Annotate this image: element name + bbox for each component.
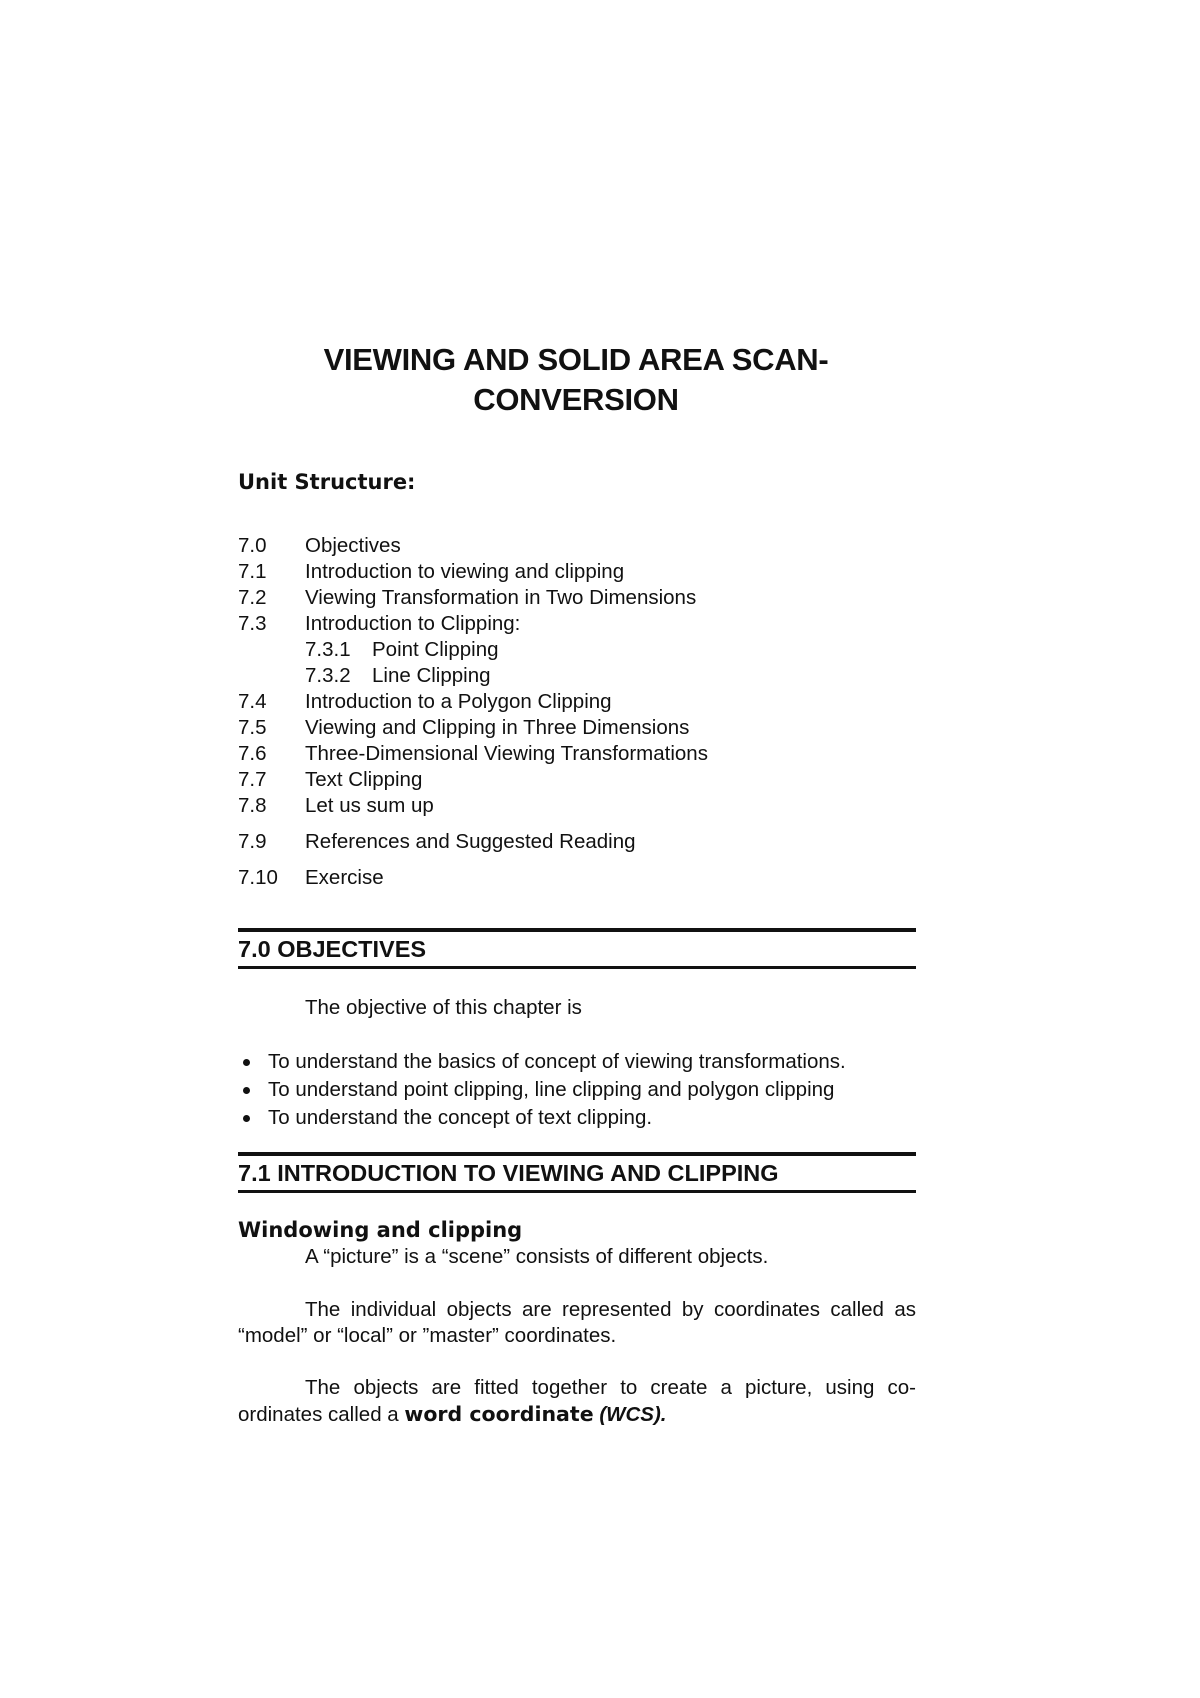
toc-item-text: Introduction to a Polygon Clipping bbox=[305, 690, 612, 713]
toc-item-text: Point Clipping bbox=[372, 638, 499, 661]
list-item bbox=[238, 1104, 938, 1132]
toc-item-number: 7.3.2 bbox=[305, 664, 351, 687]
toc-item-number: 7.1 bbox=[238, 560, 267, 583]
objectives-intro: The objective of this chapter is bbox=[305, 996, 582, 1019]
toc-item bbox=[238, 793, 938, 819]
toc-item-number: 7.9 bbox=[238, 830, 267, 853]
toc-item-number: 7.8 bbox=[238, 794, 267, 817]
toc-item-number: 7.10 bbox=[238, 866, 278, 889]
section-heading-objectives: 7.0 OBJECTIVES bbox=[238, 928, 916, 969]
toc-item-number: 7.3.1 bbox=[305, 638, 351, 661]
table-of-contents bbox=[238, 533, 938, 891]
unit-structure-label: Unit Structure: bbox=[238, 470, 416, 494]
page-title-line-2: CONVERSION bbox=[473, 382, 679, 417]
toc-item-number: 7.5 bbox=[238, 716, 267, 739]
toc-item bbox=[238, 741, 938, 767]
subheading-windowing: Windowing and clipping bbox=[238, 1218, 523, 1242]
toc-item-number: 7.0 bbox=[238, 534, 267, 557]
paragraph-text: The objects are fitted together to create a picture, using co-ordinates called a bbox=[238, 1376, 916, 1426]
page-title-line-1: VIEWING AND SOLID AREA SCAN- bbox=[323, 342, 829, 377]
toc-item-text: Introduction to Clipping: bbox=[305, 612, 521, 635]
objectives-list bbox=[238, 1048, 938, 1132]
term-wcs: (WCS). bbox=[599, 1403, 667, 1426]
toc-item-number: 7.4 bbox=[238, 690, 267, 713]
toc-item-number: 7.3 bbox=[238, 612, 267, 635]
bullet-icon bbox=[243, 1059, 250, 1066]
toc-item bbox=[238, 533, 938, 559]
toc-item-text: Objectives bbox=[305, 534, 401, 557]
paragraph-world-coordinates bbox=[238, 1375, 916, 1428]
toc-item-text: Viewing and Clipping in Three Dimensions bbox=[305, 716, 690, 739]
toc-item-text: References and Suggested Reading bbox=[305, 830, 636, 853]
list-item-text: To understand the basics of concept of viewing transformations. bbox=[268, 1050, 846, 1073]
toc-item-number: 7.2 bbox=[238, 586, 267, 609]
page-title bbox=[236, 340, 916, 420]
toc-item bbox=[238, 865, 938, 891]
bullet-icon bbox=[243, 1115, 250, 1122]
toc-item bbox=[238, 715, 938, 741]
toc-item-text: Line Clipping bbox=[372, 664, 491, 687]
section-heading-introduction: 7.1 INTRODUCTION TO VIEWING AND CLIPPING bbox=[238, 1152, 916, 1193]
toc-item-text: Text Clipping bbox=[305, 768, 423, 791]
toc-item-number: 7.6 bbox=[238, 742, 267, 765]
list-item bbox=[238, 1076, 938, 1104]
toc-item-text: Viewing Transformation in Two Dimensions bbox=[305, 586, 697, 609]
toc-item bbox=[238, 829, 938, 855]
toc-subitem bbox=[238, 663, 938, 689]
list-item bbox=[238, 1048, 938, 1076]
list-item-text: To understand point clipping, line clipping and polygon clipping bbox=[268, 1078, 835, 1101]
bullet-icon bbox=[243, 1087, 250, 1094]
toc-item-text: Three-Dimensional Viewing Transformations bbox=[305, 742, 708, 765]
toc-item bbox=[238, 585, 938, 611]
term-word-coordinate: word coordinate bbox=[404, 1402, 594, 1426]
toc-item-text: Let us sum up bbox=[305, 794, 434, 817]
list-item-text: To understand the concept of text clipping. bbox=[268, 1106, 653, 1129]
paragraph-picture: A “picture” is a “scene” consists of different objects. bbox=[305, 1245, 769, 1268]
toc-item bbox=[238, 767, 938, 793]
toc-item-text: Exercise bbox=[305, 866, 384, 889]
toc-item bbox=[238, 689, 938, 715]
toc-subitem bbox=[238, 637, 938, 663]
toc-item-number: 7.7 bbox=[238, 768, 267, 791]
toc-item bbox=[238, 559, 938, 585]
paragraph-coordinates: The individual objects are represented by coordinates called as “model” or “local” or ”master” coordinates. bbox=[238, 1298, 916, 1347]
toc-item-text: Introduction to viewing and clipping bbox=[305, 560, 625, 583]
toc-item bbox=[238, 611, 938, 637]
